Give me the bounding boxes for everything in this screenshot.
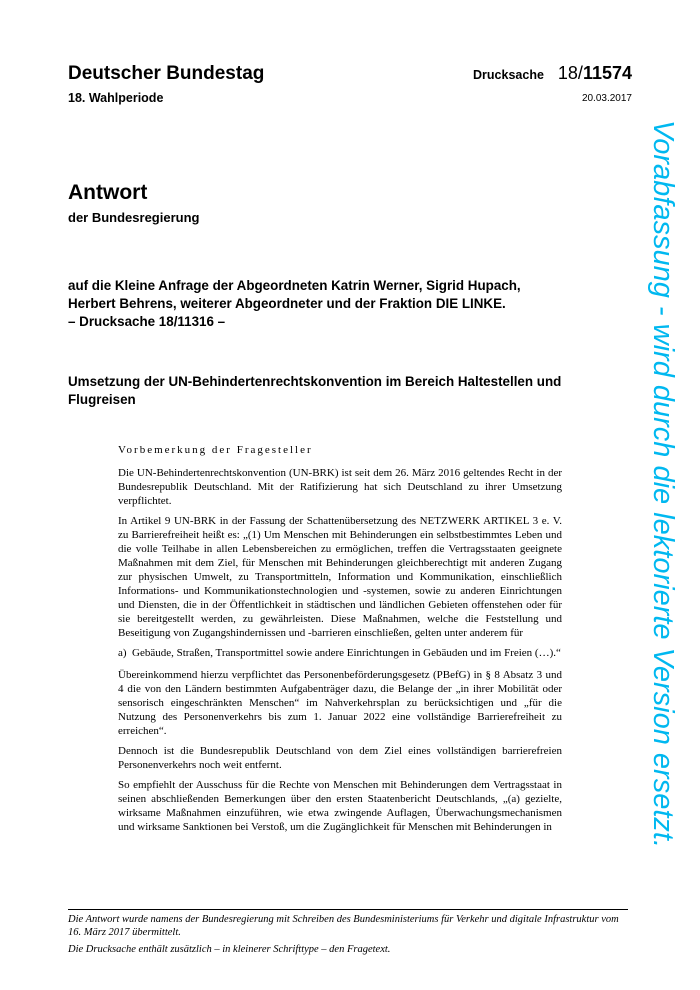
document-date: 20.03.2017: [581, 93, 632, 104]
inquiry-drucksache: – Drucksache 18/11316 –: [68, 314, 226, 329]
document-subtitle: der Bundesregierung: [68, 210, 200, 225]
legislative-period: 18. Wahlperiode: [68, 91, 164, 105]
parliament-name: Deutscher Bundestag: [68, 63, 265, 84]
drucksache-label: Drucksache: [473, 68, 544, 82]
drucksache-number: [473, 63, 632, 84]
footer-note: Die Drucksache enthält zusätzlich – in kleinerer Schrifttype – den Fragetext.: [68, 944, 391, 955]
paragraph: So empfiehlt der Ausschuss für die Rechte von Menschen mit Behinderungen dem Vertragsstaat in seinen abschließenden Bemerkungen über den ersten Staatenbericht Deutschlands, „(a) gezielte, wirksame Maßnahmen einzuführen, wie etwa zwingende Auflagen, Überwachungsmechanismen und wirksame Sanktionen bei Verstoß, um die Zugänglichkeit für Menschen mit Behinderungen in: [118, 779, 562, 833]
paragraph: Übereinkommend hierzu verpflichtet das Personenbeförderungsgesetz (PBefG) in § 8 Absatz 3 und 4 die von den Ländern bestimmten Aufgabenträger dazu, die Belange der „in ihrer Mobilität oder sensorisch eingeschränkten Menschen“ im Nahverkehrsplan zu berücksichtigen und „für die Nutzung des Personenverkehrs bis zum 1. Januar 2022 eine vollständige Barrierefreiheit zu erreichen“.: [118, 669, 562, 737]
inquiry-reference: [68, 277, 588, 331]
inquiry-line: Herbert Behrens, weiterer Abgeordneter und der Fraktion DIE LINKE.: [68, 296, 506, 311]
document-title: Antwort: [68, 181, 148, 204]
preliminary-remarks: [118, 443, 562, 840]
paragraph: Dennoch ist die Bundesrepublik Deutschland von dem Ziel eines vollständigen barrierefreien Personenverkehrs noch weit entfernt.: [118, 745, 562, 771]
subject-heading: Umsetzung der UN-Behindertenrechtskonvention im Bereich Haltestellen und Flugreisen: [68, 374, 562, 407]
drucksache-id: 11574: [582, 63, 632, 83]
paragraph: Die UN-Behindertenrechtskonvention (UN-BRK) ist seit dem 26. März 2016 geltendes Recht in der Bundesrepublik Deutschland. Mit der Ratifizierung hat sich Deutschland zu ihrer Umsetzung verpflichtet.: [118, 467, 562, 507]
drucksache-prefix: 18/: [557, 63, 583, 83]
paragraph: In Artikel 9 UN-BRK in der Fassung der Schattenübersetzung des NETZWERK ARTIKEL 3 e. V. zu Barrierefreiheit heißt es: „(1) Um Menschen mit Behinderungen ein selbstbestimmtes Leben und die volle Teilhabe in allen Lebensbereichen zu ermöglichen, treffen die Vertragsstaaten geeignete Maßnahmen mit dem Ziel, für Menschen mit Behinderungen gleichberechtigt mit anderen Zugang zur physischen Umwelt, zu Transportmitteln, Information und Kommunikation, einschließlich Informations- und Kommunikationstechnologien und -systemen, sowie zu anderen Einrichtungen und Diensten, die in der Öffentlichkeit in städtischen und ländlichen Gebieten offenstehen oder für sie bereitgestellt werden, zu gewährleisten. Diese Maßnahmen, welche die Feststellung und Beseitigung von Zugangshindernissen und -barrieren einschließen, gelten unter anderem für: [118, 515, 562, 639]
footer-notes: [68, 913, 628, 960]
list-marker: a): [118, 647, 127, 659]
list-item-text: Gebäude, Straßen, Transportmittel sowie andere Einrichtungen in Gebäuden und im Freien (…).“: [132, 647, 561, 659]
section-heading: Vorbemerkung der Fragesteller: [118, 444, 313, 456]
list-item: [118, 646, 562, 660]
inquiry-line: auf die Kleine Anfrage der Abgeordneten Katrin Werner, Sigrid Hupach,: [68, 278, 521, 293]
footer-note: Die Antwort wurde namens der Bundesregierung mit Schreiben des Bundesministeriums für Verkehr und digitale Infrastruktur vom 16. März 2017 übermittelt.: [68, 914, 619, 938]
draft-watermark: Vorabfassung - wird durch die lektorierte Version ersetzt.: [647, 120, 679, 849]
footer-divider: [68, 909, 628, 910]
